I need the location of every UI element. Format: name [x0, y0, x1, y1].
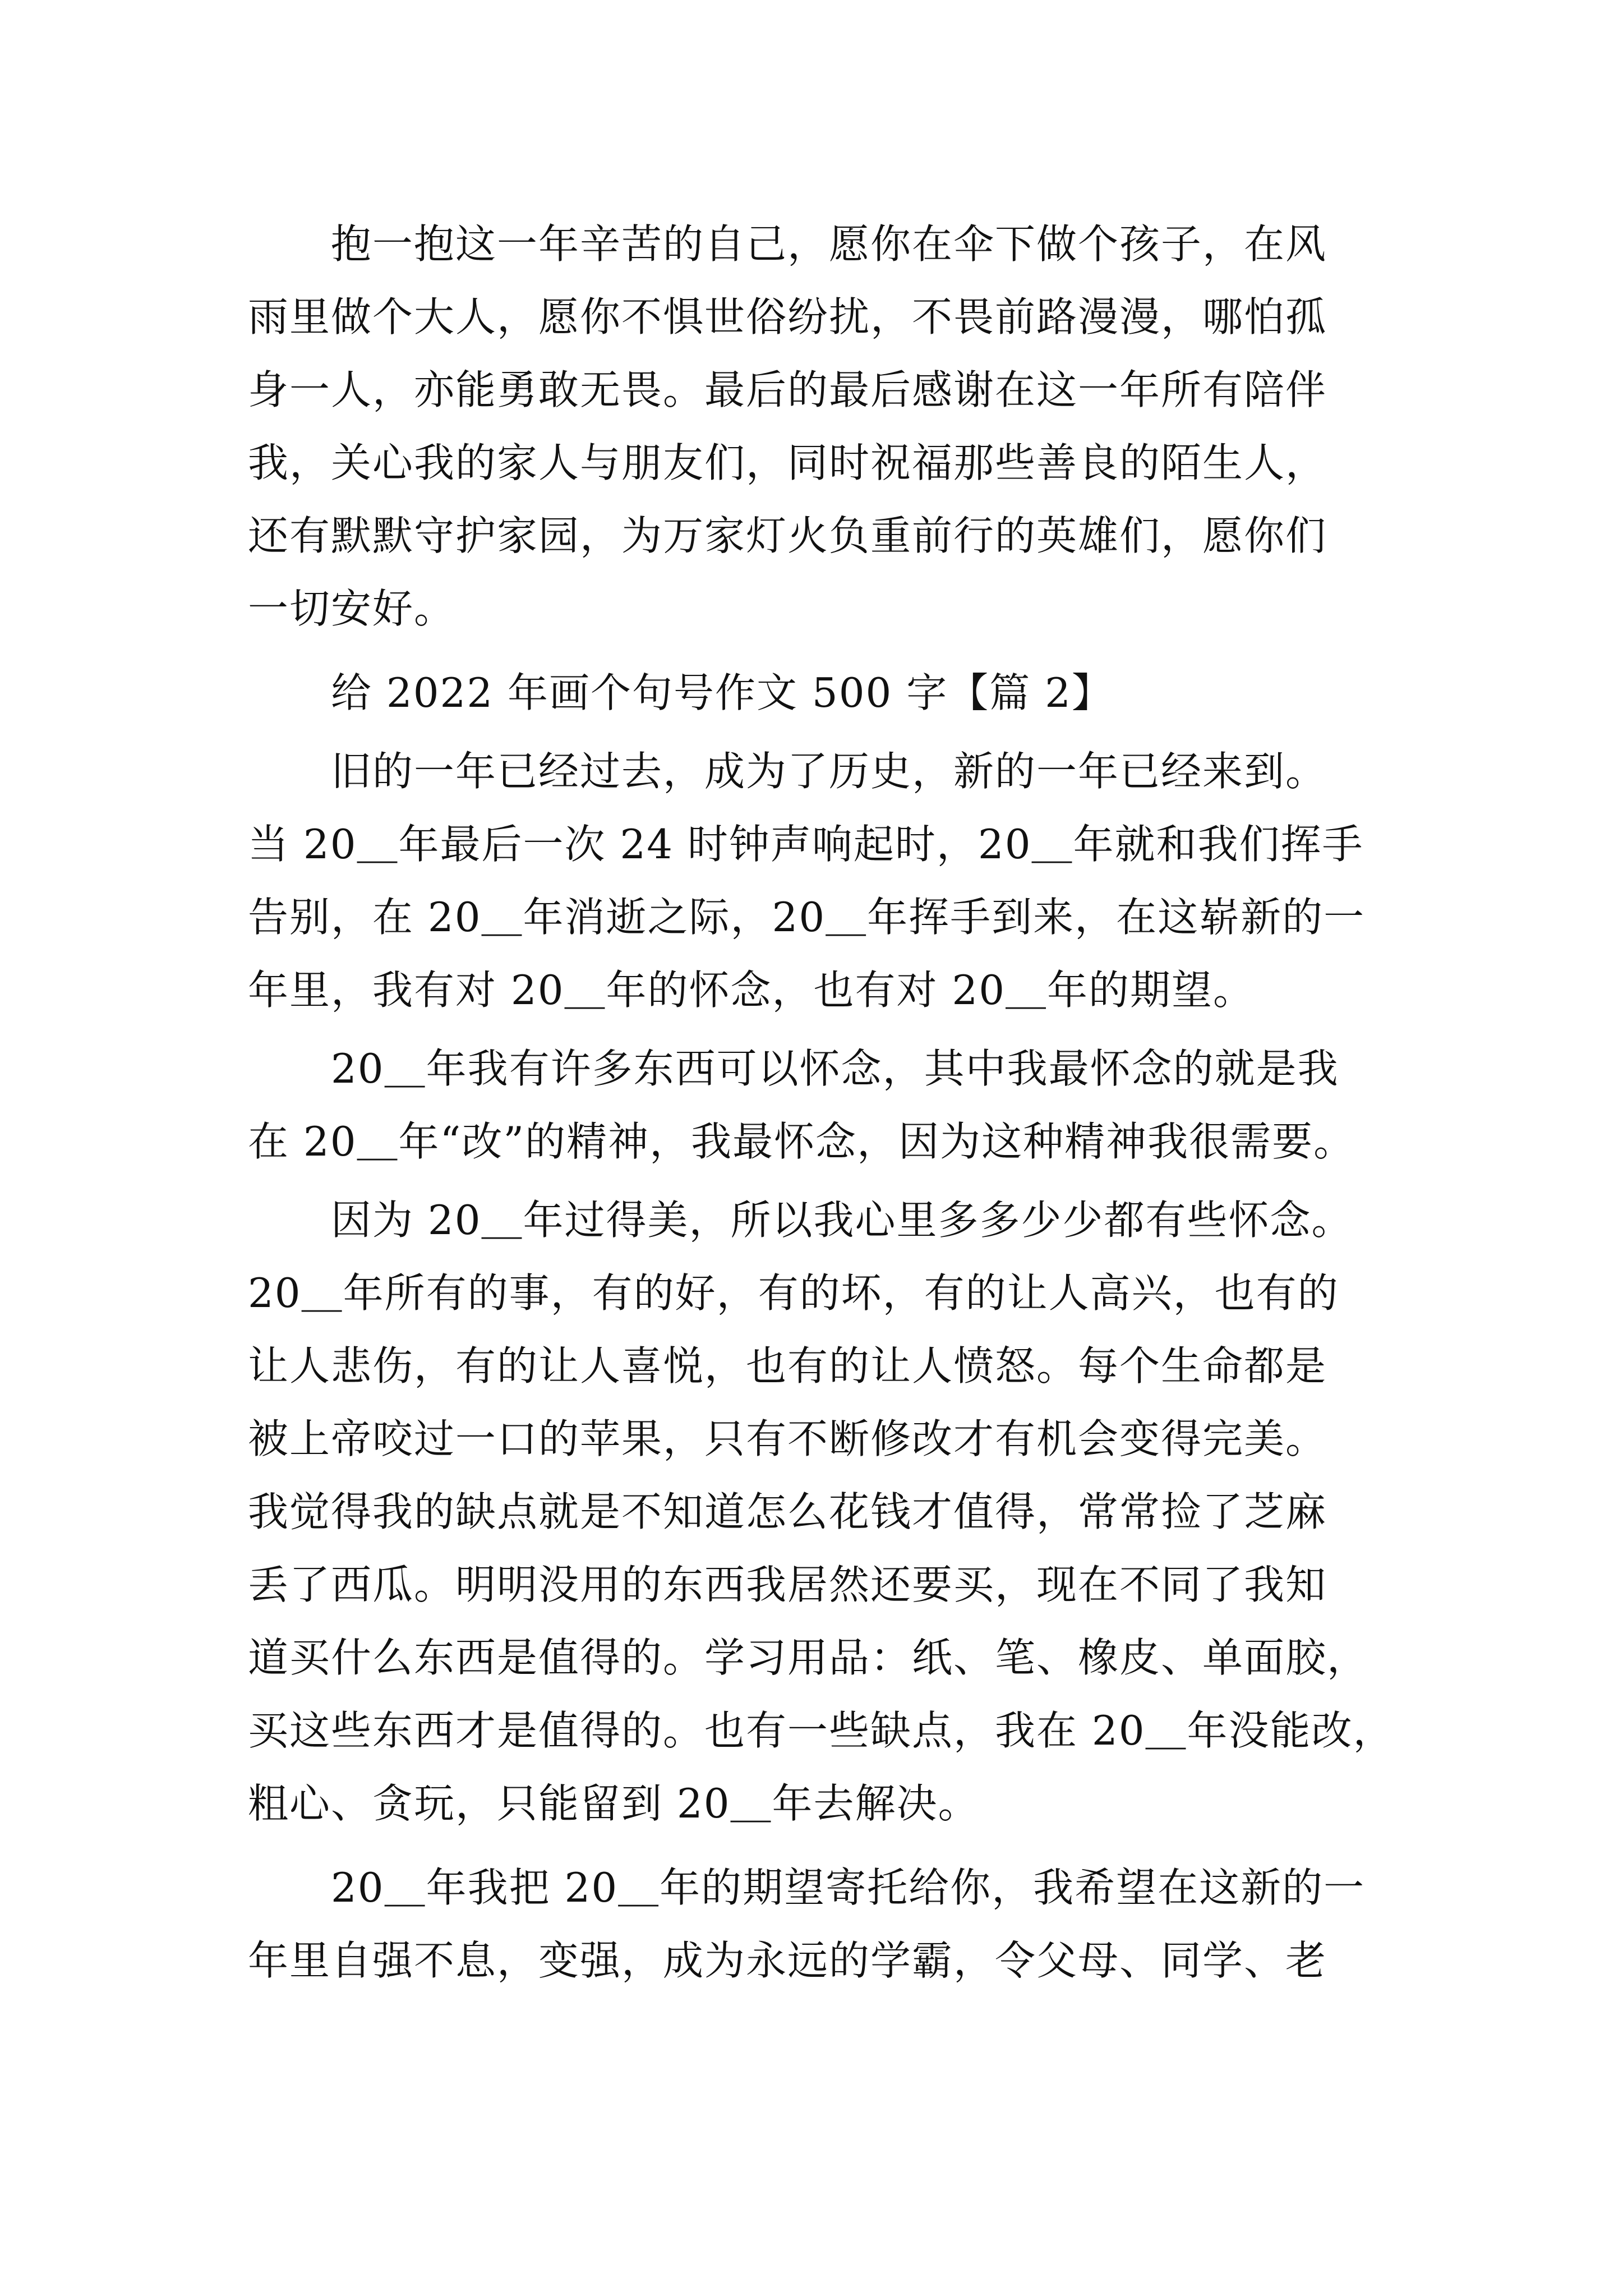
paragraph-line: 道买什么东西是值得的。学习用品：纸、笔、橡皮、单面胶，	[248, 1634, 1369, 1681]
paragraph-line: 年里，我有对 20＿年的怀念，也有对 20＿年的期望。	[248, 967, 1255, 1014]
paragraph-line: 粗心、贪玩，只能留到 20＿年去解决。	[248, 1780, 980, 1827]
paragraph-line: 20＿年我把 20＿年的期望寄托给你，我希望在这新的一	[331, 1864, 1366, 1911]
paragraph-line: 买这些东西才是值得的。也有一些缺点，我在 20＿年没能改，	[248, 1707, 1395, 1754]
paragraph-line: 一切安好。	[248, 585, 456, 632]
paragraph-line: 丢了西瓜。明明没用的东西我居然还要买，现在不同了我知	[248, 1561, 1327, 1608]
section-heading: 给 2022 年画个句号作文 500 字【篇 2】	[331, 669, 1113, 716]
paragraph-line: 我觉得我的缺点就是不知道怎么花钱才值得，常常捡了芝麻	[248, 1488, 1327, 1535]
paragraph-line: 雨里做个大人，愿你不惧世俗纷扰，不畏前路漫漫，哪怕孤	[248, 293, 1327, 341]
paragraph-line: 当 20＿年最后一次 24 时钟声响起时，20＿年就和我们挥手	[248, 821, 1364, 868]
paragraph-line: 年里自强不息，变强，成为永远的学霸，令父母、同学、老	[248, 1937, 1327, 1984]
paragraph-line: 在 20＿年“改”的精神，我最怀念，因为这种精神我很需要。	[248, 1118, 1355, 1165]
paragraph-line: 还有默默守护家园，为万家灯火负重前行的英雄们，愿你们	[248, 512, 1327, 559]
paragraph-line: 我，关心我的家人与朋友们，同时祝福那些善良的陌生人，	[248, 439, 1327, 486]
paragraph-line: 身一人，亦能勇敢无畏。最后的最后感谢在这一年所有陪伴	[248, 366, 1327, 413]
paragraph-line: 抱一抱这一年辛苦的自己，愿你在伞下做个孩子，在风	[331, 220, 1327, 268]
paragraph-line: 旧的一年已经过去，成为了历史，新的一年已经来到。	[331, 748, 1327, 795]
paragraph-line: 20＿年所有的事，有的好，有的坏，有的让人高兴，也有的	[248, 1269, 1339, 1317]
paragraph-line: 被上帝咬过一口的苹果，只有不断修改才有机会变得完美。	[248, 1415, 1327, 1462]
paragraph-line: 20＿年我有许多东西可以怀念，其中我最怀念的就是我	[331, 1045, 1339, 1092]
paragraph-line: 让人悲伤，有的让人喜悦，也有的让人愤怒。每个生命都是	[248, 1342, 1327, 1389]
paragraph-line: 告别，在 20＿年消逝之际，20＿年挥手到来，在这崭新的一	[248, 894, 1366, 941]
paragraph-line: 因为 20＿年过得美，所以我心里多多少少都有些怀念。	[331, 1197, 1353, 1244]
